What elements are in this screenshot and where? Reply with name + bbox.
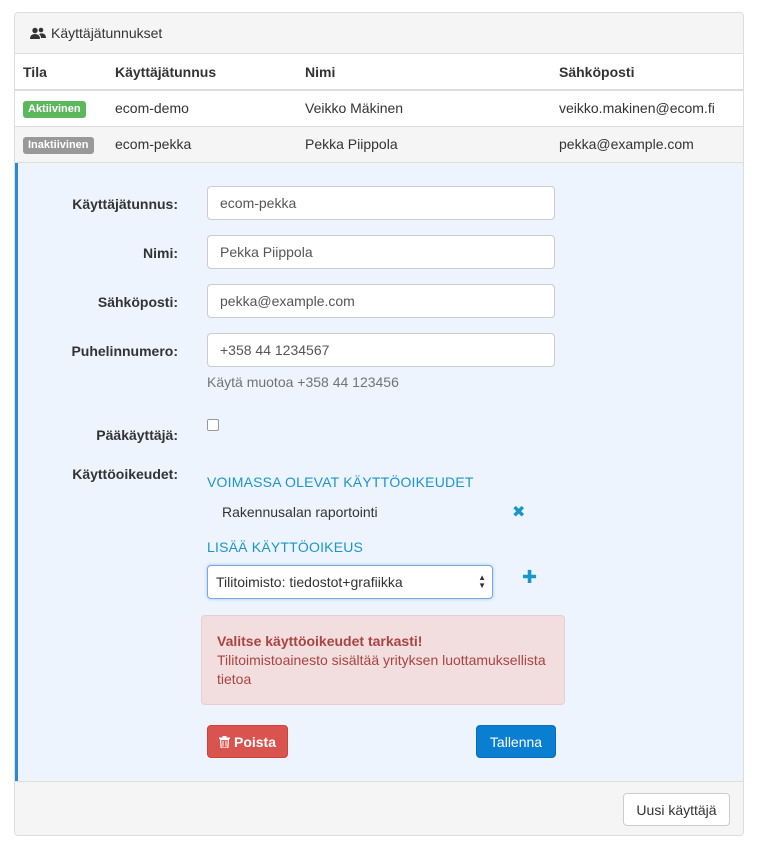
username-label: Käyttäjätunnus: bbox=[72, 196, 178, 212]
status-badge: Aktiivinen bbox=[23, 101, 86, 118]
rights-label: Käyttöoikeudet: bbox=[72, 466, 178, 482]
header-status: Tila bbox=[15, 54, 115, 90]
email-input[interactable] bbox=[207, 284, 555, 318]
username-input[interactable] bbox=[207, 186, 555, 220]
save-button[interactable]: Tallenna bbox=[476, 725, 556, 758]
warning-alert bbox=[201, 615, 565, 705]
row-email: veikko.makinen@ecom.fi bbox=[559, 90, 743, 126]
table-header-row bbox=[15, 54, 743, 90]
users-panel bbox=[14, 12, 744, 836]
phone-help-text: Käytä muotoa +358 44 123456 bbox=[207, 374, 399, 390]
email-label: Sähköposti: bbox=[97, 294, 178, 310]
users-icon bbox=[30, 27, 46, 40]
delete-button[interactable] bbox=[207, 725, 288, 758]
new-user-button[interactable]: Uusi käyttäjä bbox=[623, 793, 730, 826]
row-name: Veikko Mäkinen bbox=[305, 90, 559, 126]
header-name: Nimi bbox=[305, 54, 559, 90]
table-row[interactable] bbox=[15, 126, 743, 162]
add-right-select[interactable] bbox=[207, 565, 493, 599]
add-right-select-value: Tilitoimisto: tiedostot+grafiikka bbox=[216, 574, 403, 590]
users-table bbox=[15, 54, 743, 163]
panel-heading bbox=[15, 13, 743, 54]
select-arrows-icon: ▲ ▼ bbox=[478, 573, 486, 590]
row-username: ecom-demo bbox=[115, 90, 305, 126]
name-label: Nimi: bbox=[143, 245, 178, 261]
header-email: Sähköposti bbox=[559, 54, 743, 90]
current-rights-title: VOIMASSA OLEVAT KÄYTTÖOIKEUDET bbox=[207, 474, 474, 490]
trash-icon bbox=[219, 736, 230, 748]
row-username: ecom-pekka bbox=[115, 126, 305, 162]
panel-footer bbox=[15, 781, 744, 836]
add-right-icon[interactable]: ✚ bbox=[522, 567, 538, 587]
admin-checkbox[interactable] bbox=[207, 419, 219, 431]
current-right-item: Rakennusalan raportointi bbox=[222, 504, 378, 520]
status-badge: Inaktiivinen bbox=[23, 137, 94, 154]
phone-input[interactable] bbox=[207, 333, 555, 367]
phone-label: Puhelinnumero: bbox=[71, 343, 178, 359]
header-username: Käyttäjätunnus bbox=[115, 54, 305, 90]
panel-title: Käyttäjätunnukset bbox=[51, 25, 163, 41]
row-status-cell bbox=[15, 126, 115, 162]
delete-button-label: Poista bbox=[233, 733, 276, 750]
alert-text: Tilitoimistoainesto sisältää yrityksen luottamuksellista tietoa bbox=[217, 652, 546, 687]
table-row[interactable] bbox=[15, 90, 743, 126]
alert-title: Valitse käyttöoikeudet tarkasti! bbox=[217, 633, 423, 649]
row-name: Pekka Piippola bbox=[305, 126, 559, 162]
name-input[interactable] bbox=[207, 235, 555, 269]
admin-label: Pääkäyttäjä: bbox=[96, 427, 178, 443]
add-rights-title: LISÄÄ KÄYTTÖOIKEUS bbox=[207, 539, 364, 555]
remove-right-icon[interactable]: ✖ bbox=[512, 504, 526, 521]
row-email: pekka@example.com bbox=[559, 126, 743, 162]
user-edit-form bbox=[15, 163, 744, 781]
row-status-cell bbox=[15, 90, 115, 126]
